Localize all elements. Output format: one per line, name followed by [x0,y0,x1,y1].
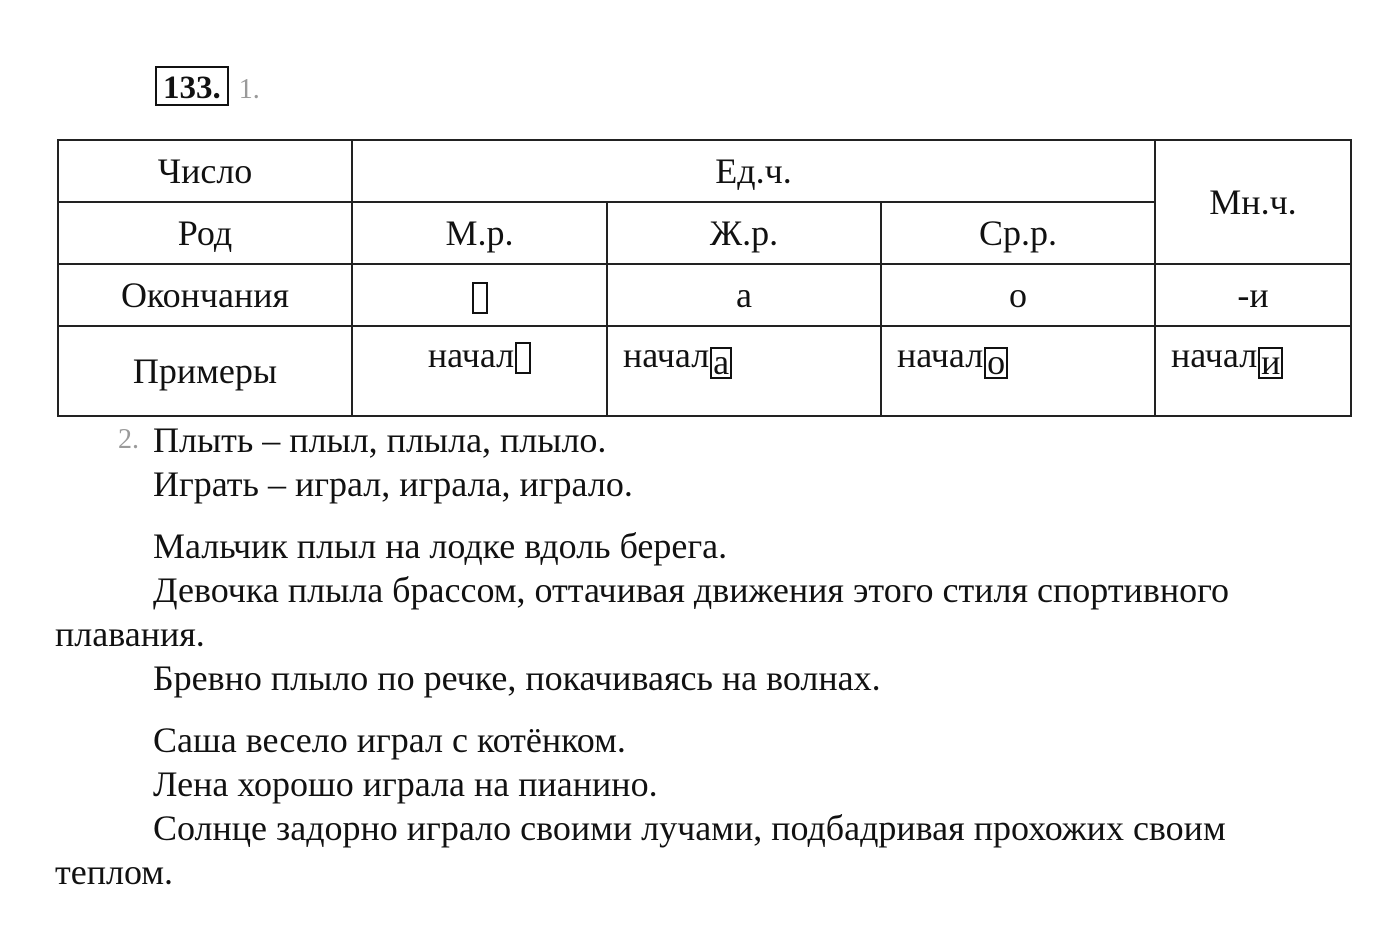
example-stem: начал [897,335,984,375]
cell-number-label: Число [58,140,352,202]
text-line: Бревно плыло по речке, покачиваясь на волнах. [153,658,881,698]
example-word: начал [427,335,515,375]
example-stem: начал [1171,335,1258,375]
text-line: Играть – играл, играла, играло. [153,464,633,504]
zero-ending-box [472,282,488,314]
ending-box: о [984,347,1008,379]
cell-masc: М.р. [352,202,607,264]
zero-ending-box [515,342,531,374]
exercise-header [155,66,260,106]
text-line: Девочка плыла брассом, оттачивая движения этого стиля спортивного плавания. [55,570,1229,654]
cell-examples-label: Примеры [58,326,352,416]
text-line: Плыть – плыл, плыла, плыло. [153,420,607,460]
part-2-text [55,418,1345,894]
cell-ending-plural: -и [1155,264,1351,326]
text-line: Солнце задорно играло своими лучами, подбадривая прохожих своим теплом. [55,808,1226,892]
cell-example-fem [607,326,881,416]
ending-box: и [1258,347,1283,379]
text-line: Мальчик плыл на лодке вдоль берега. [153,526,728,566]
cell-gender-label: Род [58,202,352,264]
cell-ending-masc [352,264,607,326]
cell-fem: Ж.р. [607,202,881,264]
ending-box: а [710,347,732,379]
cell-ending-fem: а [607,264,881,326]
text-line: Саша весело играл с котёнком. [153,720,626,760]
table-row [58,264,1351,326]
cell-singular: Ед.ч. [352,140,1155,202]
part-2-number: 2. [118,424,139,455]
cell-plural: Мн.ч. [1155,140,1351,264]
table-row [58,326,1351,416]
cell-endings-label: Окончания [58,264,352,326]
exercise-number: 133. [155,66,229,106]
cell-example-masc [352,326,607,416]
cell-example-plural [1155,326,1351,416]
cell-neut: Ср.р. [881,202,1155,264]
endings-table [57,139,1352,417]
part-1-number: 1. [238,74,260,105]
text-line: Лена хорошо играла на пианино. [153,764,658,804]
table-row [58,140,1351,202]
cell-ending-neut: о [881,264,1155,326]
example-stem: начал [623,335,710,375]
cell-example-neut [881,326,1155,416]
